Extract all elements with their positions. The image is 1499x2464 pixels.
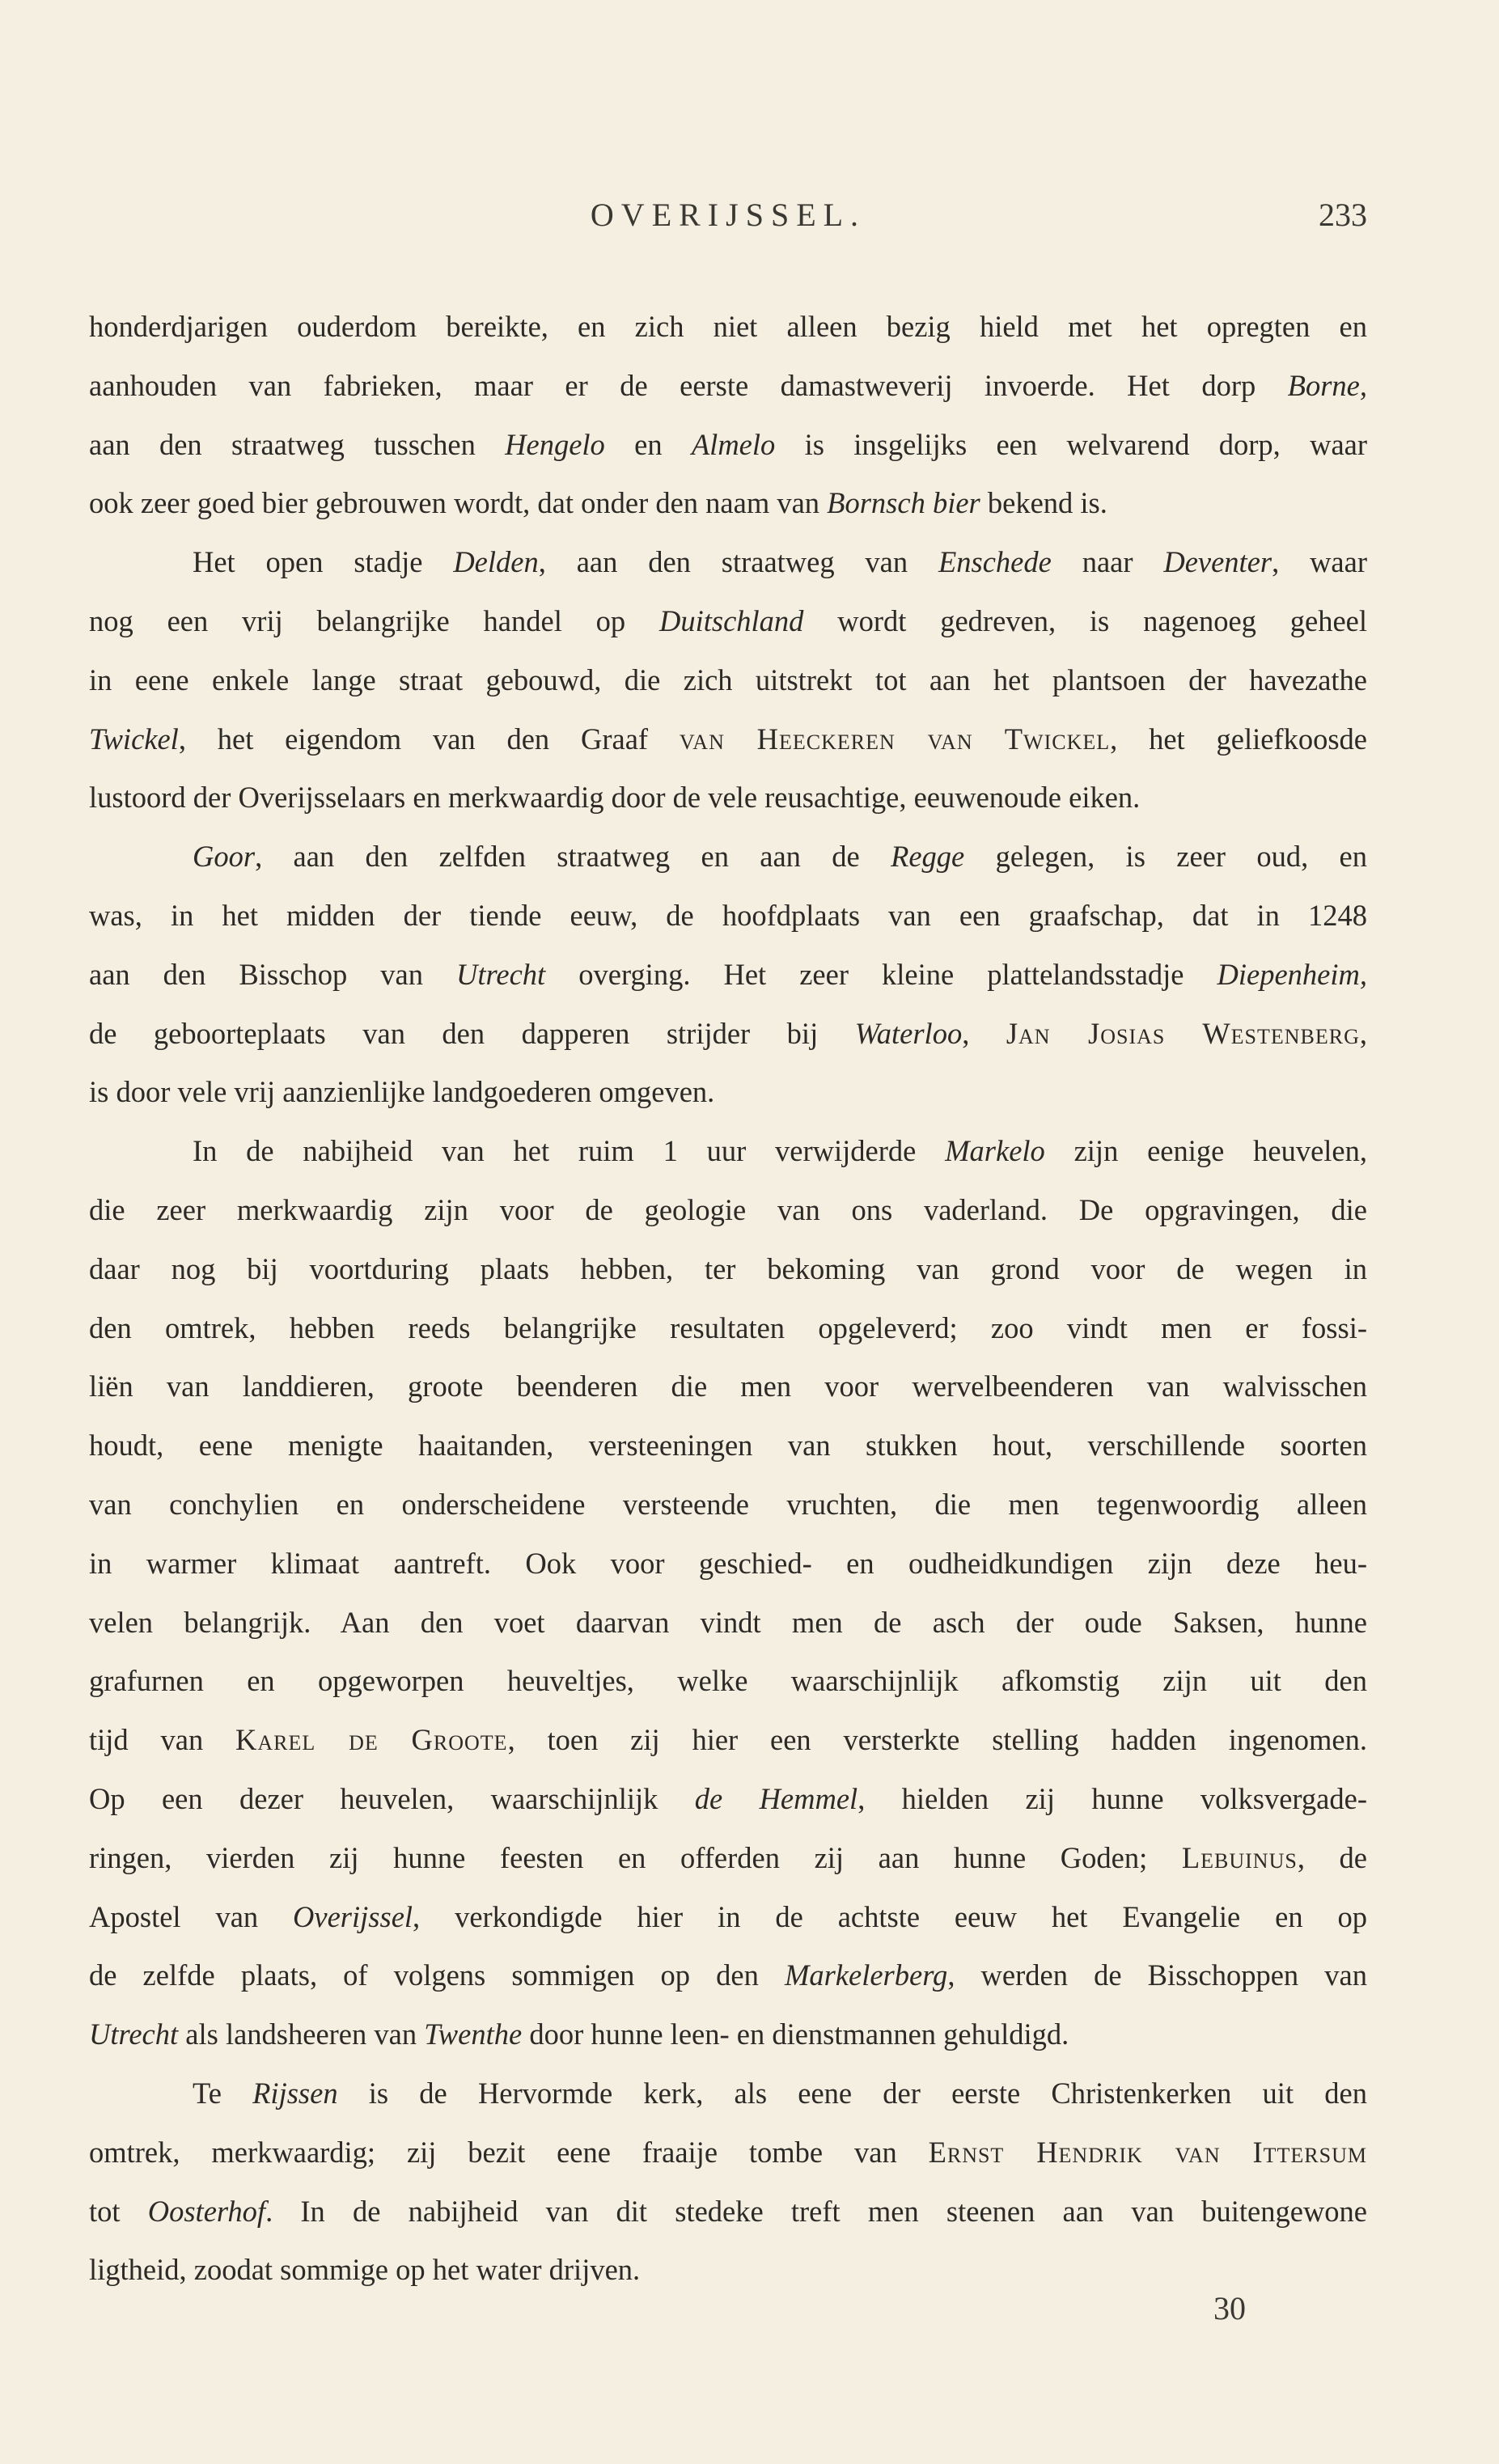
- text-segment: ,: [1359, 1016, 1367, 1050]
- text-segment: zijn eenige heuvelen,: [1044, 1134, 1367, 1168]
- text-segment: liën van landdieren, groote beenderen die men voor wervelbeenderen van walvisschen: [89, 1370, 1367, 1403]
- text-line: [89, 1770, 1367, 1829]
- italic-name: Hengelo: [505, 427, 605, 461]
- italic-name: Utrecht: [89, 2017, 179, 2051]
- text-line: [89, 1711, 1367, 1770]
- text-line: [89, 1594, 1367, 1653]
- italic-name: Markelo: [945, 1134, 1045, 1168]
- text-line: [89, 1005, 1367, 1064]
- text-line: [89, 768, 1367, 828]
- text-segment: wordt gedreven, is nagenoeg geheel: [803, 603, 1367, 637]
- text-line: [89, 1475, 1367, 1535]
- text-line: [89, 1829, 1367, 1888]
- text-segment: is door vele vrij aanzienlijke landgoederen omgeven.: [89, 1075, 715, 1109]
- italic-name: Twenthe: [424, 2017, 523, 2051]
- text-segment: tot: [89, 2194, 148, 2228]
- body-text: [89, 298, 1367, 2300]
- text-line: [89, 1181, 1367, 1240]
- text-segment: aan den straatweg tusschen: [89, 427, 506, 461]
- text-segment: als landsheeren van: [178, 2017, 425, 2051]
- small-caps-name: Ernst Hendrik van Ittersum: [928, 2135, 1367, 2169]
- text-segment: die zeer merkwaardig zijn voor de geologie van ons vaderland. De opgravingen, die: [89, 1192, 1367, 1226]
- text-segment: , het geliefkoosde: [1110, 722, 1367, 756]
- signature-mark: 30: [1213, 2290, 1246, 2326]
- small-caps-name: Karel de Groote: [235, 1723, 508, 1757]
- running-title: OVERIJSSEL.: [590, 197, 866, 233]
- text-line: [89, 298, 1367, 357]
- italic-name: Almelo: [691, 427, 776, 461]
- text-segment: Te: [193, 2076, 253, 2110]
- text-segment: , hielden zij hunne volksvergade-: [857, 1781, 1367, 1815]
- text-segment: en: [604, 427, 692, 461]
- text-line: [89, 1063, 1367, 1122]
- text-segment: bekend is.: [980, 486, 1107, 520]
- italic-name: Waterloo: [854, 1016, 963, 1050]
- italic-name: Duitschland: [658, 603, 804, 637]
- text-line: [89, 710, 1367, 769]
- text-segment: Op een dezer heuvelen, waarschijnlijk: [89, 1781, 695, 1815]
- text-segment: , toen zij hier een versterkte stelling hadden ingenomen.: [507, 1723, 1367, 1757]
- text-segment: is de Hervormde kerk, als eene der eerste Christenkerken uit den: [337, 2076, 1367, 2110]
- text-segment: honderdjarigen ouderdom bereikte, en zich niet alleen bezig hield met het opregten en: [89, 310, 1367, 343]
- text-line: [89, 357, 1367, 416]
- italic-name: Bornsch bier: [827, 486, 980, 520]
- text-line: [89, 946, 1367, 1005]
- text-segment: was, in het midden der tiende eeuw, de hoofdplaats van een graafschap, dat in 1248: [89, 898, 1367, 932]
- text-segment: aanhouden van fabrieken, maar er de eerste damastweverij invoerde. Het dorp: [89, 368, 1288, 402]
- text-segment: tijd van: [89, 1723, 236, 1757]
- text-line: [89, 2123, 1367, 2182]
- text-line: [89, 828, 1367, 887]
- text-segment: lustoord der Overijsselaars en merkwaardig door de vele reusachtige, eeuwenoude eiken.: [89, 781, 1141, 815]
- text-segment: door hunne leen- en dienstmannen gehuldigd.: [522, 2017, 1069, 2051]
- text-line: [89, 1416, 1367, 1475]
- italic-name: Deventer: [1163, 545, 1272, 579]
- text-line: [89, 474, 1367, 533]
- italic-name: Twickel: [89, 722, 179, 756]
- text-segment: in warmer klimaat aantreft. Ook voor geschied- en oudheidkundigen zijn deze heu-: [89, 1546, 1367, 1580]
- text-segment: naar: [1051, 545, 1164, 579]
- text-line: [89, 533, 1367, 592]
- text-segment: overging. Het zeer kleine plattelandsstadje: [545, 957, 1217, 991]
- text-line: [89, 1299, 1367, 1358]
- italic-name: Borne,: [1287, 368, 1367, 402]
- italic-name: de Hemmel: [694, 1781, 858, 1815]
- text-segment: de zelfde plaats, of volgens sommigen op den: [89, 1958, 785, 1992]
- text-segment: , aan den zelfden straatweg en aan de: [255, 840, 891, 874]
- text-segment: , verkondigde hier in de achtste eeuw het Evangelie en op: [413, 1899, 1367, 1933]
- text-line: [89, 1535, 1367, 1594]
- italic-name: Oosterhof: [147, 2194, 266, 2228]
- running-head: [89, 196, 1367, 244]
- text-segment: omtrek, merkwaardig; zij bezit eene fraaije tombe van: [89, 2135, 929, 2169]
- text-line: [89, 416, 1367, 475]
- text-segment: velen belangrijk. Aan den voet daarvan vindt men de asch der oude Saksen, hunne: [89, 1605, 1367, 1639]
- text-segment: , het eigendom van den Graaf: [178, 722, 680, 756]
- text-line: [89, 1122, 1367, 1181]
- text-line: [89, 651, 1367, 710]
- text-segment: de geboorteplaats van den dapperen strijder bij: [89, 1016, 855, 1050]
- text-segment: In de nabijheid van het ruim 1 uur verwijderde: [193, 1134, 946, 1168]
- text-segment: ook zeer goed bier gebrouwen wordt, dat onder den naam van: [89, 486, 828, 520]
- text-segment: nog een vrij belangrijke handel op: [89, 603, 659, 637]
- text-segment: , de: [1297, 1840, 1367, 1874]
- text-line: [89, 1240, 1367, 1299]
- text-line: [89, 1888, 1367, 1947]
- text-segment: ligtheid, zoodat sommige op het water drijven.: [89, 2253, 641, 2287]
- italic-name: Overijssel: [293, 1899, 413, 1933]
- text-line: [89, 1357, 1367, 1416]
- text-segment: , aan den straatweg van: [538, 545, 938, 579]
- small-caps-name: van Heeckeren van Twickel: [679, 722, 1111, 756]
- text-line: [89, 1652, 1367, 1711]
- italic-name: Regge: [891, 840, 965, 874]
- italic-name: Rijssen: [252, 2076, 338, 2110]
- text-segment: houdt, eene menigte haaitanden, versteeningen van stukken hout, verschillende soorten: [89, 1429, 1367, 1463]
- text-segment: den omtrek, hebben reeds belangrijke resultaten opgeleverd; zoo vindt men er fossi-: [89, 1310, 1367, 1344]
- text-line: [89, 2241, 1367, 2300]
- italic-name: Delden: [453, 545, 539, 579]
- text-segment: ringen, vierden zij hunne feesten en offerden zij aan hunne Goden;: [89, 1840, 1182, 1874]
- small-caps-name: Jan Josias Westenberg: [1006, 1016, 1360, 1050]
- text-segment: , waar: [1272, 545, 1367, 579]
- text-line: [89, 2005, 1367, 2064]
- text-line: [89, 2182, 1367, 2242]
- page-number: 233: [1319, 197, 1367, 233]
- italic-name: Markelerberg: [784, 1958, 948, 1992]
- italic-name: Goor: [193, 840, 256, 874]
- text-segment: is insgelijks een welvarend dorp, waar: [775, 427, 1367, 461]
- text-segment: daar nog bij voortduring plaats hebben, ter bekoming van grond voor de wegen in: [89, 1251, 1367, 1285]
- text-segment: aan den Bisschop van: [89, 957, 457, 991]
- italic-name: Utrecht: [456, 957, 546, 991]
- text-line: [89, 1946, 1367, 2005]
- text-segment: , werden de Bisschoppen van: [947, 1958, 1367, 1992]
- text-line: [89, 2064, 1367, 2123]
- text-segment: gelegen, is zeer oud, en: [964, 840, 1367, 874]
- text-segment: in eene enkele lange straat gebouwd, die zich uitstrekt tot aan het plantsoen der havezathe: [89, 663, 1367, 696]
- text-segment: . In de nabijheid van dit stedeke treft men steenen aan van buitengewone: [265, 2194, 1367, 2228]
- text-segment: Apostel van: [89, 1899, 294, 1933]
- text-line: [89, 887, 1367, 946]
- italic-name: Enschede: [938, 545, 1052, 579]
- text-line: [89, 592, 1367, 651]
- text-segment: van conchylien en onderscheidene versteende vruchten, die men tegenwoordig alleen: [89, 1487, 1367, 1521]
- text-segment: grafurnen en opgeworpen heuveltjes, welke waarschijnlijk afkomstig zijn uit den: [89, 1664, 1367, 1698]
- small-caps-name: Lebuinus: [1181, 1840, 1298, 1874]
- text-segment: Het open stadje: [193, 545, 454, 579]
- text-segment: ,: [962, 1016, 1006, 1050]
- italic-name: Diepenheim,: [1217, 957, 1367, 991]
